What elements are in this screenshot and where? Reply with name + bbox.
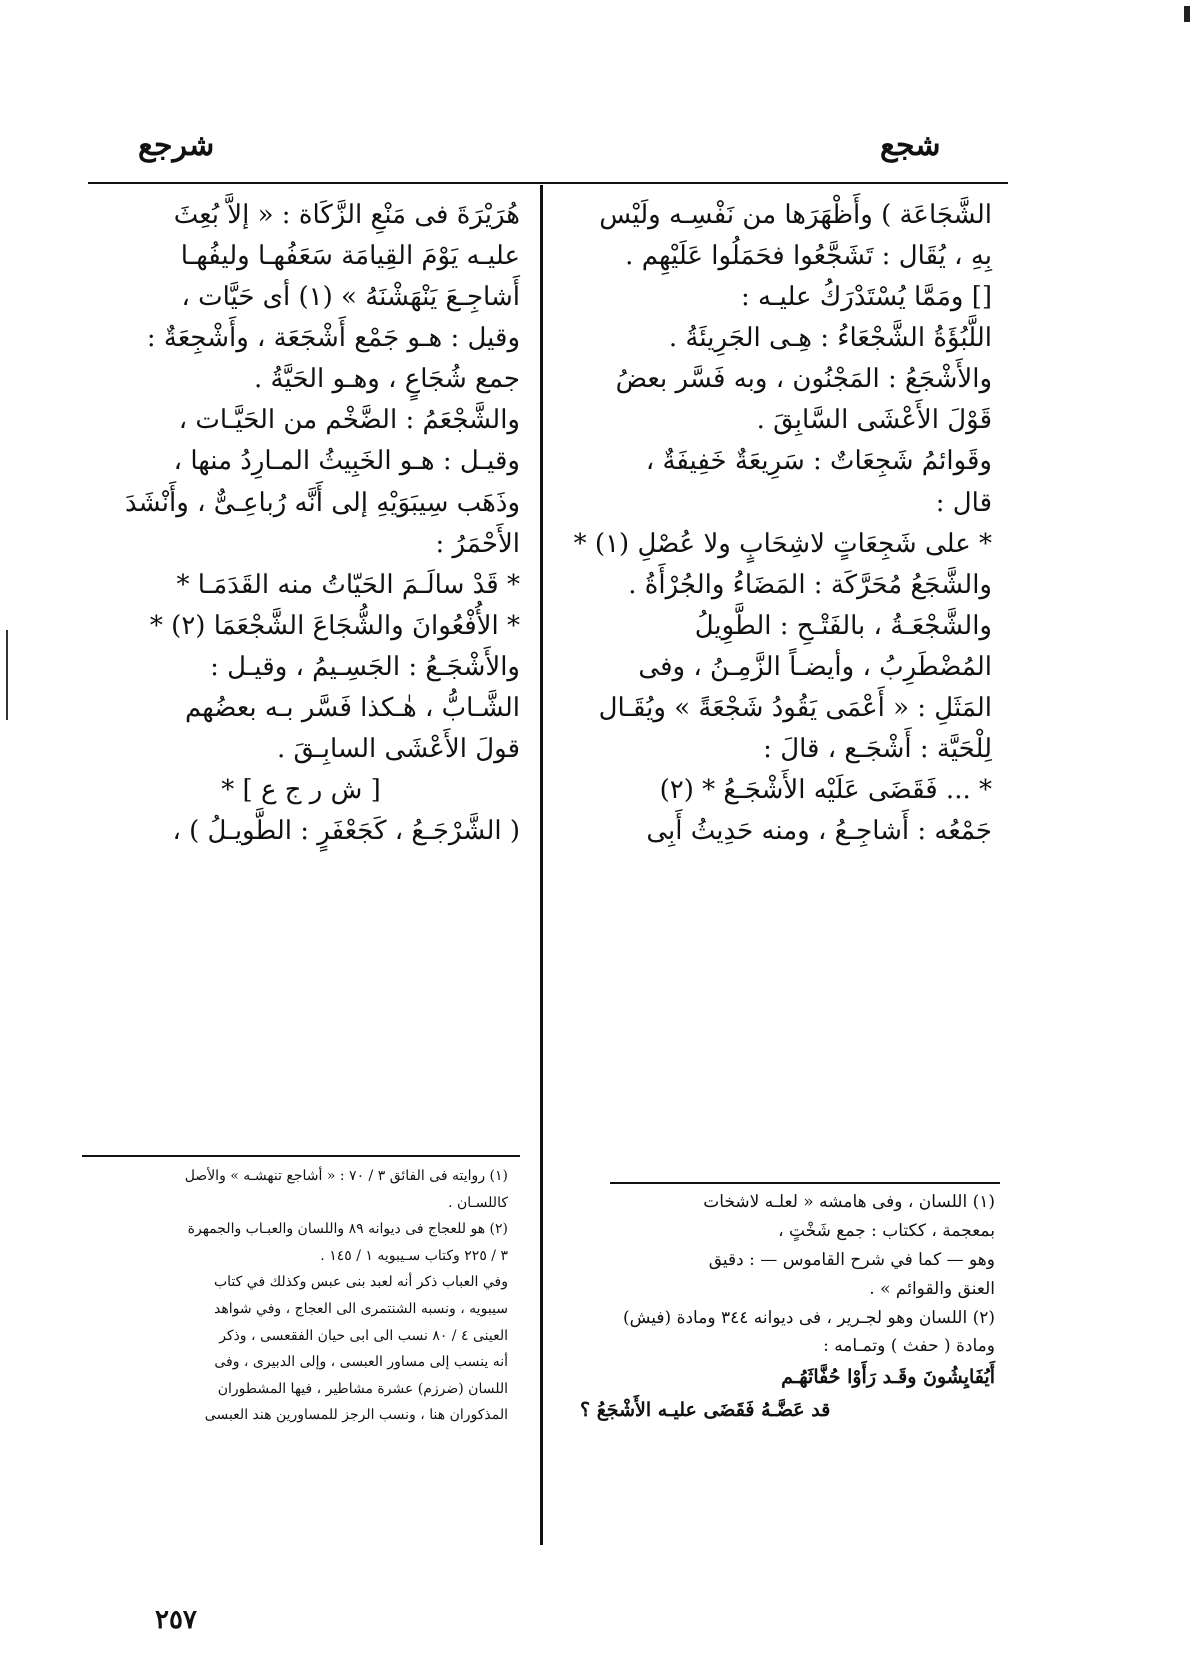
footnote-line: (١) روايته فى الفائق ٣ / ٧٠ : « أشاجع تنهشـه » والأصل — [184, 1168, 508, 1184]
footnotes-right — [580, 1188, 995, 1426]
text-line: بِهِ ، يُقَال : تَشَجَّعُوا فحَمَلُوا عَلَيْهِم . — [625, 241, 992, 272]
footnote-line: كاللسـان . — [448, 1194, 508, 1211]
footnote-line: اللسان (ضرزم) عشرة مشاطير ، فيها المشطوران — [217, 1380, 508, 1397]
scan-mark — [6, 630, 8, 720]
text-line: المُضْطَرِبُ ، وأيضـاً الزَّمِـنُ ، وفى — [638, 651, 992, 682]
footnotes-left — [88, 1163, 508, 1429]
footnote-line: (٢) اللسان وهو لجـرير ، فى ديوانه ٣٤٤ ومادة (فيش) — [622, 1307, 995, 1328]
right-column — [572, 195, 992, 852]
text-line: وقَوائمُ شَجِعَاتٌ : سَرِيعَةٌ خَفِيفَةٌ ، — [645, 446, 992, 477]
verse-line: * على شَجِعَاتٍ لاشِحَابٍ ولا عُصْلِ (١) * — [573, 528, 992, 559]
text-line: لِلْحَيَّة : أَشْجَـع ، قالَ : — [763, 734, 992, 765]
text-line: اللَّبُؤَةُ الشَّجْعَاءُ : هِـى الجَرِيئَةُ . — [668, 323, 992, 354]
footnote-verse: قد عَضَّـهُ فَقَضَى عليـه الأَشْجَعُ ؟ — [580, 1398, 831, 1421]
text-line: جَمْعُه : أَشاجِـعُ ، ومنه حَدِيثُ أَبِى — [646, 816, 992, 847]
header-rule — [88, 182, 1008, 184]
verse-line: * قَدْ سالَـمَ الحَيّاتُ منه القَدَمَـا * — [176, 569, 520, 600]
text-line: والأَشْجَعُ : المَجْنُون ، وبه فَسَّر بعضُ — [615, 364, 992, 395]
text-line: الشَّجَاعَة ) وأَظْهَرَها من نَفْسِـه ولَيْس — [599, 200, 992, 230]
text-line: والشَّجَعُ مُحَرَّكَة : المَضَاءُ والجُرْأَةُ . — [628, 569, 992, 600]
left-column — [82, 195, 520, 852]
text-line: هُرَيْرَةَ فى مَنْعِ الزَّكَاة : « إلاَّ بُعِثَ — [173, 200, 520, 230]
text-line: ( الشَّرْجَـعُ ، كَجَعْفَرٍ : الطَّويـلُ ) ، — [172, 816, 520, 847]
entry-heading: [ ش ر ج ع ] * — [221, 775, 381, 806]
text-line: عليـه يَوْمَ القِيامَة سَعَفُهـا وليفُهـا — [180, 241, 520, 272]
text-line: جمع شُجَاعٍ ، وهـو الحَيَّةُ . — [254, 364, 520, 395]
text-line: قولَ الأَعْشَى السابِـقَ . — [276, 734, 520, 765]
footnote-line: أنه ينسب إلى مساور العبسى ، وإلى الدبيرى ، وفى — [214, 1354, 508, 1371]
footnote-line: (١) اللسان ، وفى هامشه « لعلـه لاشخات — [703, 1192, 995, 1212]
verse-line: * الأُفْعُوانَ والشُّجَاعَ الشَّجْعَمَا (٢) * — [149, 610, 520, 641]
text-line: أَشاجِـعَ يَنْهَشْنَهُ » (١) أى حَيَّات ، — [181, 282, 520, 313]
text-line: وقيـل : هـو الخَبِيثُ المـارِدُ منها ، — [173, 446, 520, 477]
footnote-line: وفي العباب ذكر أنه لعبد بنى عبس وكذلك في كتاب — [213, 1274, 508, 1291]
text-line: الشَّـابُّ ، هٰـكذا فَسَّر بـه بعضُهم — [184, 692, 520, 723]
footnote-line: ومادة ( حفث ) وتمـامه : — [823, 1336, 995, 1357]
text-line: وذَهَب سِيبَوَيْهِ إلى أَنَّه رُباعِـىٌّ ، وأَنْشَدَ — [124, 487, 520, 518]
footnote-rule-left — [82, 1155, 520, 1157]
footnote-line: المذكوران هنا ، ونسب الرجز للمساورين هند العبسى — [204, 1407, 508, 1424]
footnote-line: العينى ٤ / ٨٠ نسب الى ابى حيان الفقعسى ، وذكر — [219, 1327, 508, 1344]
text-line: وقيل : هـو جَمْع أَشْجَعَة ، وأَشْجِعَةٌ : — [146, 323, 520, 354]
text-line: المَثَلِ : « أَعْمَى يَقُودُ شَجْعَةً » ويُقَـال — [598, 692, 992, 723]
footnote-line: سيبويه ، ونسبه الشنتمرى الى العجاج ، وفي شواهد — [214, 1300, 508, 1317]
text-line: والأَشْجَـعُ : الجَسِـيمُ ، وقيـل : — [210, 651, 520, 682]
text-line: والشَّجْعَـةُ ، بالفَتْـحِ : الطَّوِيلُ — [694, 610, 992, 641]
text-line: الأَحْمَرُ : — [435, 528, 520, 559]
page-number: ٢٥٧ — [155, 1605, 197, 1635]
footnote-line: بمعجمة ، ككتاب : جمع شَخْتٍ ، — [778, 1220, 995, 1241]
footnote-rule-right — [610, 1182, 1000, 1184]
footnote-line: (٢) هو للعجاج فى ديوانه ٨٩ واللسان والعبـاب والجمهرة — [187, 1221, 508, 1238]
footnote-line: ٣ / ٢٢٥ وكتاب سـيبويه ١ / ١٤٥ . — [320, 1247, 508, 1264]
scan-mark — [1184, 6, 1190, 22]
verse-line: * ... فَقَضَى عَلَيْه الأَشْجَـعُ * (٢) — [659, 775, 992, 806]
column-divider — [540, 185, 543, 1545]
text-line: [] ومَمَّا يُسْتَدْرَكُ عليـه : — [741, 282, 992, 313]
text-line: قَوْلَ الأَعْشَى السَّابِقَ . — [756, 405, 992, 436]
text-line: والشَّجْعَمُ : الضَّخْم من الحَيَّـات ، — [178, 405, 520, 436]
footnote-verse: أَيُفَايِشُونَ وقَـد رَأَوْا حُفَّاثَهُـم — [781, 1366, 995, 1389]
footnote-line: العنق والقوائم » . — [869, 1278, 995, 1299]
running-header-left: شرجع — [138, 128, 215, 163]
running-header-right: شجع — [880, 128, 941, 163]
footnote-line: وهو — كما في شرح القاموس — : دقيق — [708, 1249, 995, 1270]
text-line: قال : — [935, 487, 992, 518]
